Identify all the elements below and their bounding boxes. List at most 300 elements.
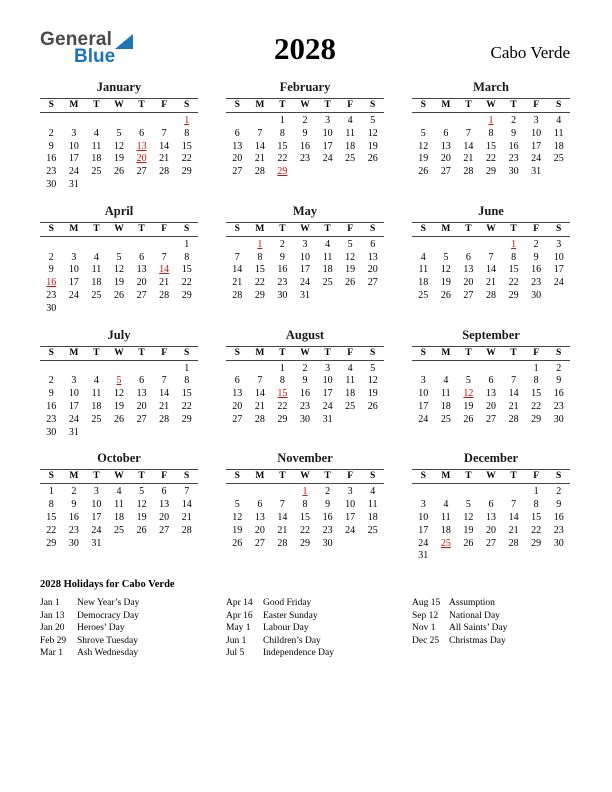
weekday-label: T (510, 223, 517, 234)
day-cell: 14 (277, 511, 288, 523)
day-cell: 29 (181, 413, 192, 425)
day-cell: 1 (279, 115, 285, 126)
holiday-item (40, 610, 198, 623)
day-cell: 18 (322, 264, 333, 276)
day-cell: 28 (508, 413, 519, 425)
day-cell: 12 (345, 251, 356, 263)
holidays-title: 2028 Holidays for Cabo Verde (40, 579, 175, 591)
month-title: July (107, 327, 131, 342)
day-cell: 14 (463, 140, 474, 152)
day-cell: 22 (181, 153, 192, 165)
day-cell: 3 (302, 238, 308, 250)
day-cell: 27 (485, 413, 496, 425)
empty-day-cell (85, 239, 108, 252)
holiday-date: Mar 1 (40, 648, 63, 659)
day-cell: 8 (279, 375, 285, 387)
day-cell: 21 (181, 511, 192, 523)
month-days-grid (226, 113, 384, 179)
day-cell: 30 (322, 537, 333, 549)
empty-day-cell (85, 427, 108, 440)
empty-day-cell (153, 179, 176, 192)
day-cell: 6 (139, 375, 145, 387)
day-cell: 12 (367, 375, 378, 387)
weekday-header-row (226, 98, 384, 113)
day-cell: 10 (418, 388, 429, 400)
day-cell: 24 (322, 153, 333, 165)
day-cell: 17 (531, 140, 542, 152)
day-cell: 29 (181, 166, 192, 178)
empty-day-cell (226, 115, 249, 128)
day-cell: 17 (68, 277, 79, 289)
day-cell: 20 (485, 400, 496, 412)
day-cell: 2 (279, 238, 285, 250)
day-cell: 10 (68, 140, 79, 152)
day-cell: 19 (113, 153, 124, 165)
empty-day-cell (412, 115, 435, 128)
day-cell: 12 (113, 388, 124, 400)
day-cell: 14 (254, 140, 265, 152)
day-cell: 15 (181, 140, 192, 152)
day-cell: 22 (485, 153, 496, 165)
empty-day-cell (412, 239, 435, 252)
empty-day-cell (153, 427, 176, 440)
day-cell: 25 (367, 524, 378, 536)
day-cell: 14 (254, 388, 265, 400)
weekday-label: S (370, 100, 376, 110)
empty-day-cell (85, 303, 108, 316)
holiday-name: Labour Day (263, 623, 309, 634)
day-cell: 13 (136, 264, 147, 276)
day-cell: 21 (508, 524, 519, 536)
day-cell: 24 (418, 537, 429, 549)
day-cell: 16 (46, 277, 57, 289)
holiday-item (412, 635, 570, 648)
day-cell: 9 (302, 375, 308, 387)
day-cell: 2 (302, 362, 308, 374)
day-cell: 21 (232, 277, 243, 289)
month-days-grid (40, 113, 198, 192)
day-cell: 10 (68, 264, 79, 276)
day-cell: 26 (113, 289, 124, 301)
day-cell: 24 (68, 166, 79, 178)
day-cell: 29 (46, 537, 57, 549)
weekday-header-row (412, 98, 570, 113)
day-cell: 31 (418, 550, 429, 562)
empty-day-cell (130, 239, 153, 252)
day-cell: 26 (367, 153, 378, 165)
day-cell: 8 (184, 251, 190, 263)
day-cell: 6 (488, 499, 494, 511)
weekday-header-row (226, 222, 384, 237)
weekday-label: F (533, 223, 540, 234)
holiday-date: Aug 15 (412, 598, 441, 609)
day-cell: 11 (91, 264, 102, 276)
day-cell: 25 (553, 153, 564, 165)
month-days-grid (412, 237, 570, 303)
weekday-header-row (226, 346, 384, 361)
holiday-item (412, 597, 570, 610)
day-cell: 2 (48, 127, 54, 139)
empty-day-cell (435, 486, 458, 499)
empty-day-cell (435, 363, 458, 376)
day-cell: 31 (91, 537, 102, 549)
day-cell: 29 (181, 289, 192, 301)
day-cell: 24 (91, 524, 102, 536)
weekday-label: S (556, 471, 562, 482)
day-cell: 10 (531, 127, 542, 139)
day-cell: 5 (116, 251, 122, 263)
empty-day-cell (85, 363, 108, 376)
day-cell: 25 (91, 413, 102, 425)
day-cell: 1 (48, 486, 54, 498)
empty-day-cell (457, 550, 480, 563)
day-cell: 26 (113, 166, 124, 178)
holiday-name: Easter Sunday (263, 610, 318, 621)
weekday-label: T (465, 471, 472, 482)
day-cell: 19 (440, 277, 451, 289)
day-cell: 28 (254, 413, 265, 425)
day-cell: 25 (91, 289, 102, 301)
weekday-label: M (441, 100, 451, 110)
empty-day-cell (108, 179, 131, 192)
holiday-date: Sep 12 (412, 610, 439, 621)
holiday-item (226, 622, 384, 635)
day-cell: 21 (508, 400, 519, 412)
day-cell: 15 (181, 264, 192, 276)
day-cell: 19 (367, 388, 378, 400)
day-cell: 27 (232, 166, 243, 178)
weekday-label: T (465, 223, 472, 234)
day-cell: 16 (322, 511, 333, 523)
weekday-label: T (279, 223, 286, 234)
month-title: June (478, 203, 504, 218)
weekday-label: S (420, 223, 426, 234)
day-cell: 5 (465, 375, 471, 387)
empty-day-cell (339, 538, 362, 551)
day-cell: 7 (511, 375, 517, 387)
month-title: October (97, 451, 141, 466)
empty-day-cell (85, 115, 108, 128)
weekday-label: T (324, 100, 331, 110)
empty-day-cell (175, 303, 198, 316)
day-cell: 10 (418, 511, 429, 523)
day-cell: 23 (553, 524, 564, 536)
day-cell: 2 (556, 486, 562, 498)
day-cell: 4 (93, 251, 99, 263)
month-calendar (412, 204, 570, 303)
weekday-label: W (486, 223, 496, 234)
day-cell: 27 (136, 289, 147, 301)
day-cell: 15 (299, 511, 310, 523)
weekday-label: S (48, 100, 54, 110)
month-title: September (462, 327, 520, 342)
day-cell: 5 (116, 127, 122, 139)
day-cell: 6 (465, 251, 471, 263)
empty-day-cell (108, 303, 131, 316)
day-cell: 2 (556, 362, 562, 374)
day-cell: 20 (136, 153, 147, 165)
day-cell: 5 (347, 238, 353, 250)
empty-day-cell (63, 303, 86, 316)
day-cell: 4 (325, 238, 331, 250)
day-cell: 17 (553, 264, 564, 276)
day-cell: 12 (113, 140, 124, 152)
day-cell: 17 (68, 153, 79, 165)
empty-day-cell (153, 239, 176, 252)
empty-day-cell (339, 414, 362, 427)
empty-day-cell (153, 115, 176, 128)
day-cell: 22 (277, 153, 288, 165)
day-cell: 7 (257, 127, 263, 139)
day-cell: 7 (279, 499, 285, 511)
weekday-label: W (486, 347, 496, 358)
day-cell: 6 (139, 251, 145, 263)
weekday-label: W (300, 347, 310, 358)
day-cell: 24 (531, 153, 542, 165)
weekday-label: F (533, 471, 540, 482)
day-cell: 10 (68, 388, 79, 400)
month-title: February (279, 80, 331, 94)
weekday-label: F (347, 347, 354, 358)
day-cell: 23 (299, 153, 310, 165)
day-cell: 5 (139, 486, 145, 498)
day-cell: 18 (418, 277, 429, 289)
empty-day-cell (130, 303, 153, 316)
day-cell: 31 (531, 166, 542, 178)
day-cell: 21 (159, 400, 170, 412)
day-cell: 18 (91, 400, 102, 412)
month-title: November (277, 451, 333, 466)
day-cell: 22 (531, 524, 542, 536)
day-cell: 30 (508, 166, 519, 178)
day-cell: 25 (418, 289, 429, 301)
day-cell: 18 (91, 277, 102, 289)
holiday-item (412, 622, 570, 635)
empty-day-cell (40, 239, 63, 252)
weekday-label: S (370, 347, 376, 358)
day-cell: 8 (302, 499, 308, 511)
month-calendar (412, 328, 570, 427)
day-cell: 21 (463, 153, 474, 165)
weekday-label: W (114, 100, 124, 110)
day-cell: 29 (508, 289, 519, 301)
day-cell: 7 (488, 251, 494, 263)
day-cell: 1 (533, 486, 539, 498)
month-days-grid (40, 237, 198, 316)
day-cell: 4 (556, 115, 562, 126)
day-cell: 6 (161, 486, 167, 498)
day-cell: 27 (254, 537, 265, 549)
day-cell: 12 (463, 511, 474, 523)
day-cell: 8 (184, 375, 190, 387)
month-calendar (412, 451, 570, 563)
day-cell: 5 (465, 499, 471, 511)
holiday-name: Democracy Day (77, 610, 139, 621)
weekday-label: S (370, 223, 376, 234)
empty-day-cell (226, 239, 249, 252)
weekday-label: S (234, 471, 240, 482)
day-cell: 17 (322, 140, 333, 152)
day-cell: 28 (159, 413, 170, 425)
day-cell: 23 (553, 400, 564, 412)
day-cell: 23 (68, 524, 79, 536)
day-cell: 19 (136, 511, 147, 523)
holiday-item (226, 597, 384, 610)
empty-day-cell (130, 115, 153, 128)
weekday-label: F (161, 100, 168, 110)
day-cell: 25 (440, 413, 451, 425)
weekday-label: S (184, 347, 190, 358)
holiday-name: Good Friday (263, 598, 312, 609)
day-cell: 4 (347, 115, 353, 126)
day-cell: 16 (46, 153, 57, 165)
month-days-grid (40, 361, 198, 440)
day-cell: 18 (440, 524, 451, 536)
holiday-name: Ash Wednesday (77, 648, 139, 659)
empty-day-cell (153, 363, 176, 376)
empty-day-cell (502, 550, 525, 563)
day-cell: 8 (184, 127, 190, 139)
day-cell: 13 (485, 511, 496, 523)
day-cell: 15 (277, 140, 288, 152)
holiday-date: May 1 (226, 623, 251, 634)
empty-day-cell (63, 115, 86, 128)
weekday-label: S (234, 100, 240, 110)
day-cell: 28 (508, 537, 519, 549)
day-cell: 5 (116, 375, 122, 387)
weekday-label: F (347, 100, 354, 110)
day-cell: 28 (181, 524, 192, 536)
day-cell: 4 (93, 375, 99, 387)
weekday-label: F (533, 100, 540, 110)
holiday-date: Jul 5 (226, 648, 245, 659)
holiday-name: All Saints’ Day (449, 623, 508, 634)
day-cell: 29 (485, 166, 496, 178)
empty-day-cell (226, 363, 249, 376)
day-cell: 25 (113, 524, 124, 536)
weekday-label: S (48, 347, 54, 358)
day-cell: 1 (488, 115, 494, 126)
weekday-label: T (324, 471, 331, 482)
day-cell: 22 (508, 277, 519, 289)
month-title: May (292, 203, 318, 218)
holiday-date: Jan 1 (40, 598, 60, 609)
logo-text-blue: Blue (74, 46, 116, 67)
day-cell: 6 (139, 127, 145, 139)
weekday-label: S (556, 223, 562, 234)
day-cell: 9 (48, 388, 54, 400)
day-cell: 16 (531, 264, 542, 276)
day-cell: 21 (254, 400, 265, 412)
year-title: 2028 (274, 31, 336, 66)
month-calendar (226, 451, 384, 550)
weekday-label: T (93, 471, 100, 482)
holiday-name: Christmas Day (449, 635, 506, 646)
day-cell: 14 (181, 499, 192, 511)
day-cell: 4 (347, 362, 353, 374)
holiday-date: Apr 14 (226, 598, 253, 609)
empty-day-cell (249, 115, 272, 128)
day-cell: 21 (254, 153, 265, 165)
day-cell: 8 (511, 251, 517, 263)
day-cell: 21 (277, 524, 288, 536)
day-cell: 4 (443, 499, 449, 511)
empty-day-cell (130, 363, 153, 376)
day-cell: 24 (322, 400, 333, 412)
month-calendar (226, 328, 384, 427)
day-cell: 6 (488, 375, 494, 387)
day-cell: 9 (556, 375, 562, 387)
day-cell: 13 (232, 140, 243, 152)
day-cell: 10 (553, 251, 564, 263)
day-cell: 22 (181, 277, 192, 289)
empty-day-cell (339, 290, 362, 303)
weekday-label: T (93, 347, 100, 358)
day-cell: 15 (254, 264, 265, 276)
day-cell: 13 (136, 388, 147, 400)
empty-day-cell (547, 290, 570, 303)
holiday-name: Shrove Tuesday (77, 635, 138, 646)
day-cell: 20 (485, 524, 496, 536)
weekday-label: S (420, 347, 426, 358)
day-cell: 26 (418, 166, 429, 178)
empty-day-cell (294, 166, 317, 179)
day-cell: 29 (531, 537, 542, 549)
day-cell: 18 (345, 140, 356, 152)
day-cell: 4 (420, 251, 426, 263)
day-cell: 23 (299, 400, 310, 412)
weekday-label: T (465, 100, 472, 110)
day-cell: 6 (370, 238, 376, 250)
day-cell: 2 (325, 486, 331, 498)
day-cell: 20 (136, 277, 147, 289)
day-cell: 30 (46, 302, 57, 314)
month-calendar (412, 80, 570, 179)
day-cell: 30 (299, 413, 310, 425)
weekday-header-row (40, 469, 198, 484)
holiday-item (40, 635, 198, 648)
weekday-label: T (510, 347, 517, 358)
day-cell: 5 (234, 499, 240, 511)
weekday-label: T (279, 100, 286, 110)
months-grid (0, 66, 612, 563)
day-cell: 10 (91, 499, 102, 511)
weekday-label: S (234, 223, 240, 234)
empty-day-cell (412, 363, 435, 376)
day-cell: 1 (279, 362, 285, 374)
weekday-label: S (234, 347, 240, 358)
day-cell: 1 (302, 486, 308, 498)
day-cell: 12 (367, 127, 378, 139)
day-cell: 15 (531, 388, 542, 400)
weekday-label: W (486, 100, 496, 110)
day-cell: 12 (463, 388, 474, 400)
day-cell: 3 (71, 127, 77, 139)
day-cell: 7 (184, 486, 190, 498)
day-cell: 11 (91, 388, 102, 400)
weekday-label: S (184, 100, 190, 110)
day-cell: 31 (322, 413, 333, 425)
day-cell: 19 (113, 400, 124, 412)
day-cell: 27 (367, 277, 378, 289)
empty-day-cell (130, 427, 153, 440)
day-cell: 9 (279, 251, 285, 263)
weekday-label: T (510, 471, 517, 482)
day-cell: 16 (553, 388, 564, 400)
day-cell: 5 (443, 251, 449, 263)
day-cell: 21 (159, 277, 170, 289)
empty-day-cell (480, 486, 503, 499)
